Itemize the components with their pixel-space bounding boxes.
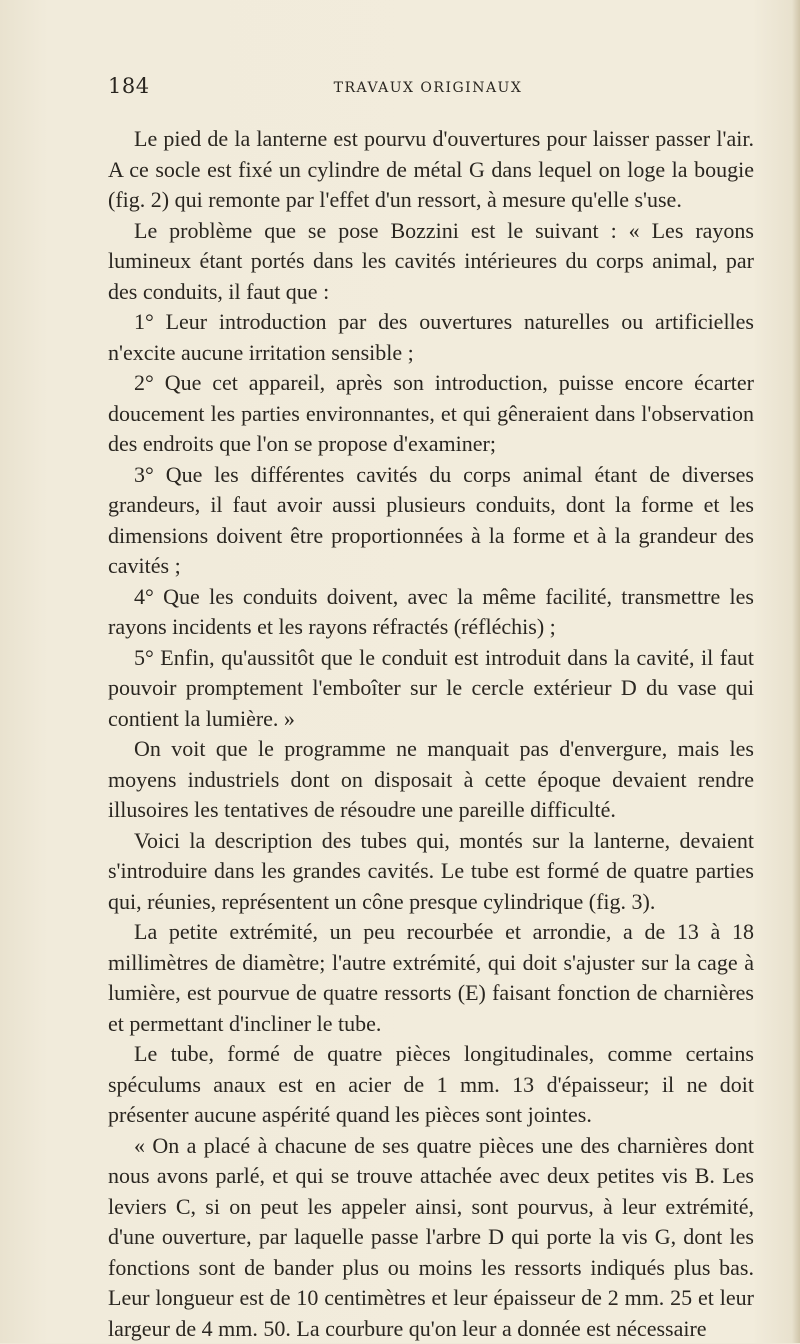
paragraph: 2° Que cet appareil, après son introduction, puisse encore écarter doucement les parties environnantes, et qui gêneraient dans l'observation des endroits que l'on se propose d'examiner; — [108, 368, 754, 460]
page-header — [108, 72, 748, 108]
paragraph: 5° Enfin, qu'aussitôt que le conduit est introduit dans la cavité, il faut pouvoir promptement l'emboîter sur le cercle extérieur D du vase qui contient la lumière. » — [108, 643, 754, 735]
paragraph: On voit que le programme ne manquait pas d'envergure, mais les moyens industriels dont on disposait à cette époque devaient rendre illusoires les tentatives de résoudre une pareille difficulté. — [108, 734, 754, 826]
paragraph: Le pied de la lanterne est pourvu d'ouvertures pour laisser passer l'air. A ce socle est fixé un cylindre de métal G dans lequel on loge la bougie (fig. 2) qui remonte par l'effet d'un ressort, à mesure qu'elle s'use. — [108, 124, 754, 216]
body-text — [108, 124, 754, 1344]
page-number: 184 — [108, 74, 150, 98]
paragraph: Le problème que se pose Bozzini est le suivant : « Les rayons lumineux étant portés dans les cavités intérieures du corps animal, par des conduits, il faut que : — [108, 216, 754, 308]
running-title: TRAVAUX ORIGINAUX — [108, 80, 748, 96]
page-edge-shadow — [792, 0, 800, 1343]
paragraph: Le tube, formé de quatre pièces longitudinales, comme certains spéculums anaux est en acier de 1 mm. 13 d'épaisseur; il ne doit présenter aucune aspérité quand les pièces sont jointes. — [108, 1039, 754, 1131]
paragraph: La petite extrémité, un peu recourbée et arrondie, a de 13 à 18 millimètres de diamètre; l'autre extrémité, qui doit s'ajuster sur la cage à lumière, est pourvue de quatre ressorts (E) faisant fonction de charnières et permettant d'incliner le tube. — [108, 917, 754, 1039]
paragraph: « On a placé à chacune de ses quatre pièces une des charnières dont nous avons parlé, et qui se trouve attachée avec deux petites vis B. Les leviers C, si on peut les appeler ainsi, sont pourvus, à leur extrémité, d'une ouverture, par laquelle passe l'arbre D qui porte la vis G, dont les fonctions sont de bander plus ou moins les ressorts indiqués plus bas. Leur longueur est de 10 centimètres et leur épaisseur de 2 mm. 25 et leur largeur de 4 mm. 50. La courbure qu'on leur a donnée est nécessaire — [108, 1131, 754, 1344]
paragraph: 4° Que les conduits doivent, avec la même facilité, transmettre les rayons incidents et les rayons réfractés (réfléchis) ; — [108, 582, 754, 643]
paragraph: Voici la description des tubes qui, montés sur la lanterne, devaient s'introduire dans les grandes cavités. Le tube est formé de quatre parties qui, réunies, représentent un cône presque cylindrique (fig. 3). — [108, 826, 754, 918]
paragraph: 1° Leur introduction par des ouvertures naturelles ou artificielles n'excite aucune irritation sensible ; — [108, 307, 754, 368]
paragraph: 3° Que les différentes cavités du corps animal étant de diverses grandeurs, il faut avoir aussi plusieurs conduits, dont la forme et les dimensions doivent être proportionnées à la forme et à la grandeur des cavités ; — [108, 460, 754, 582]
